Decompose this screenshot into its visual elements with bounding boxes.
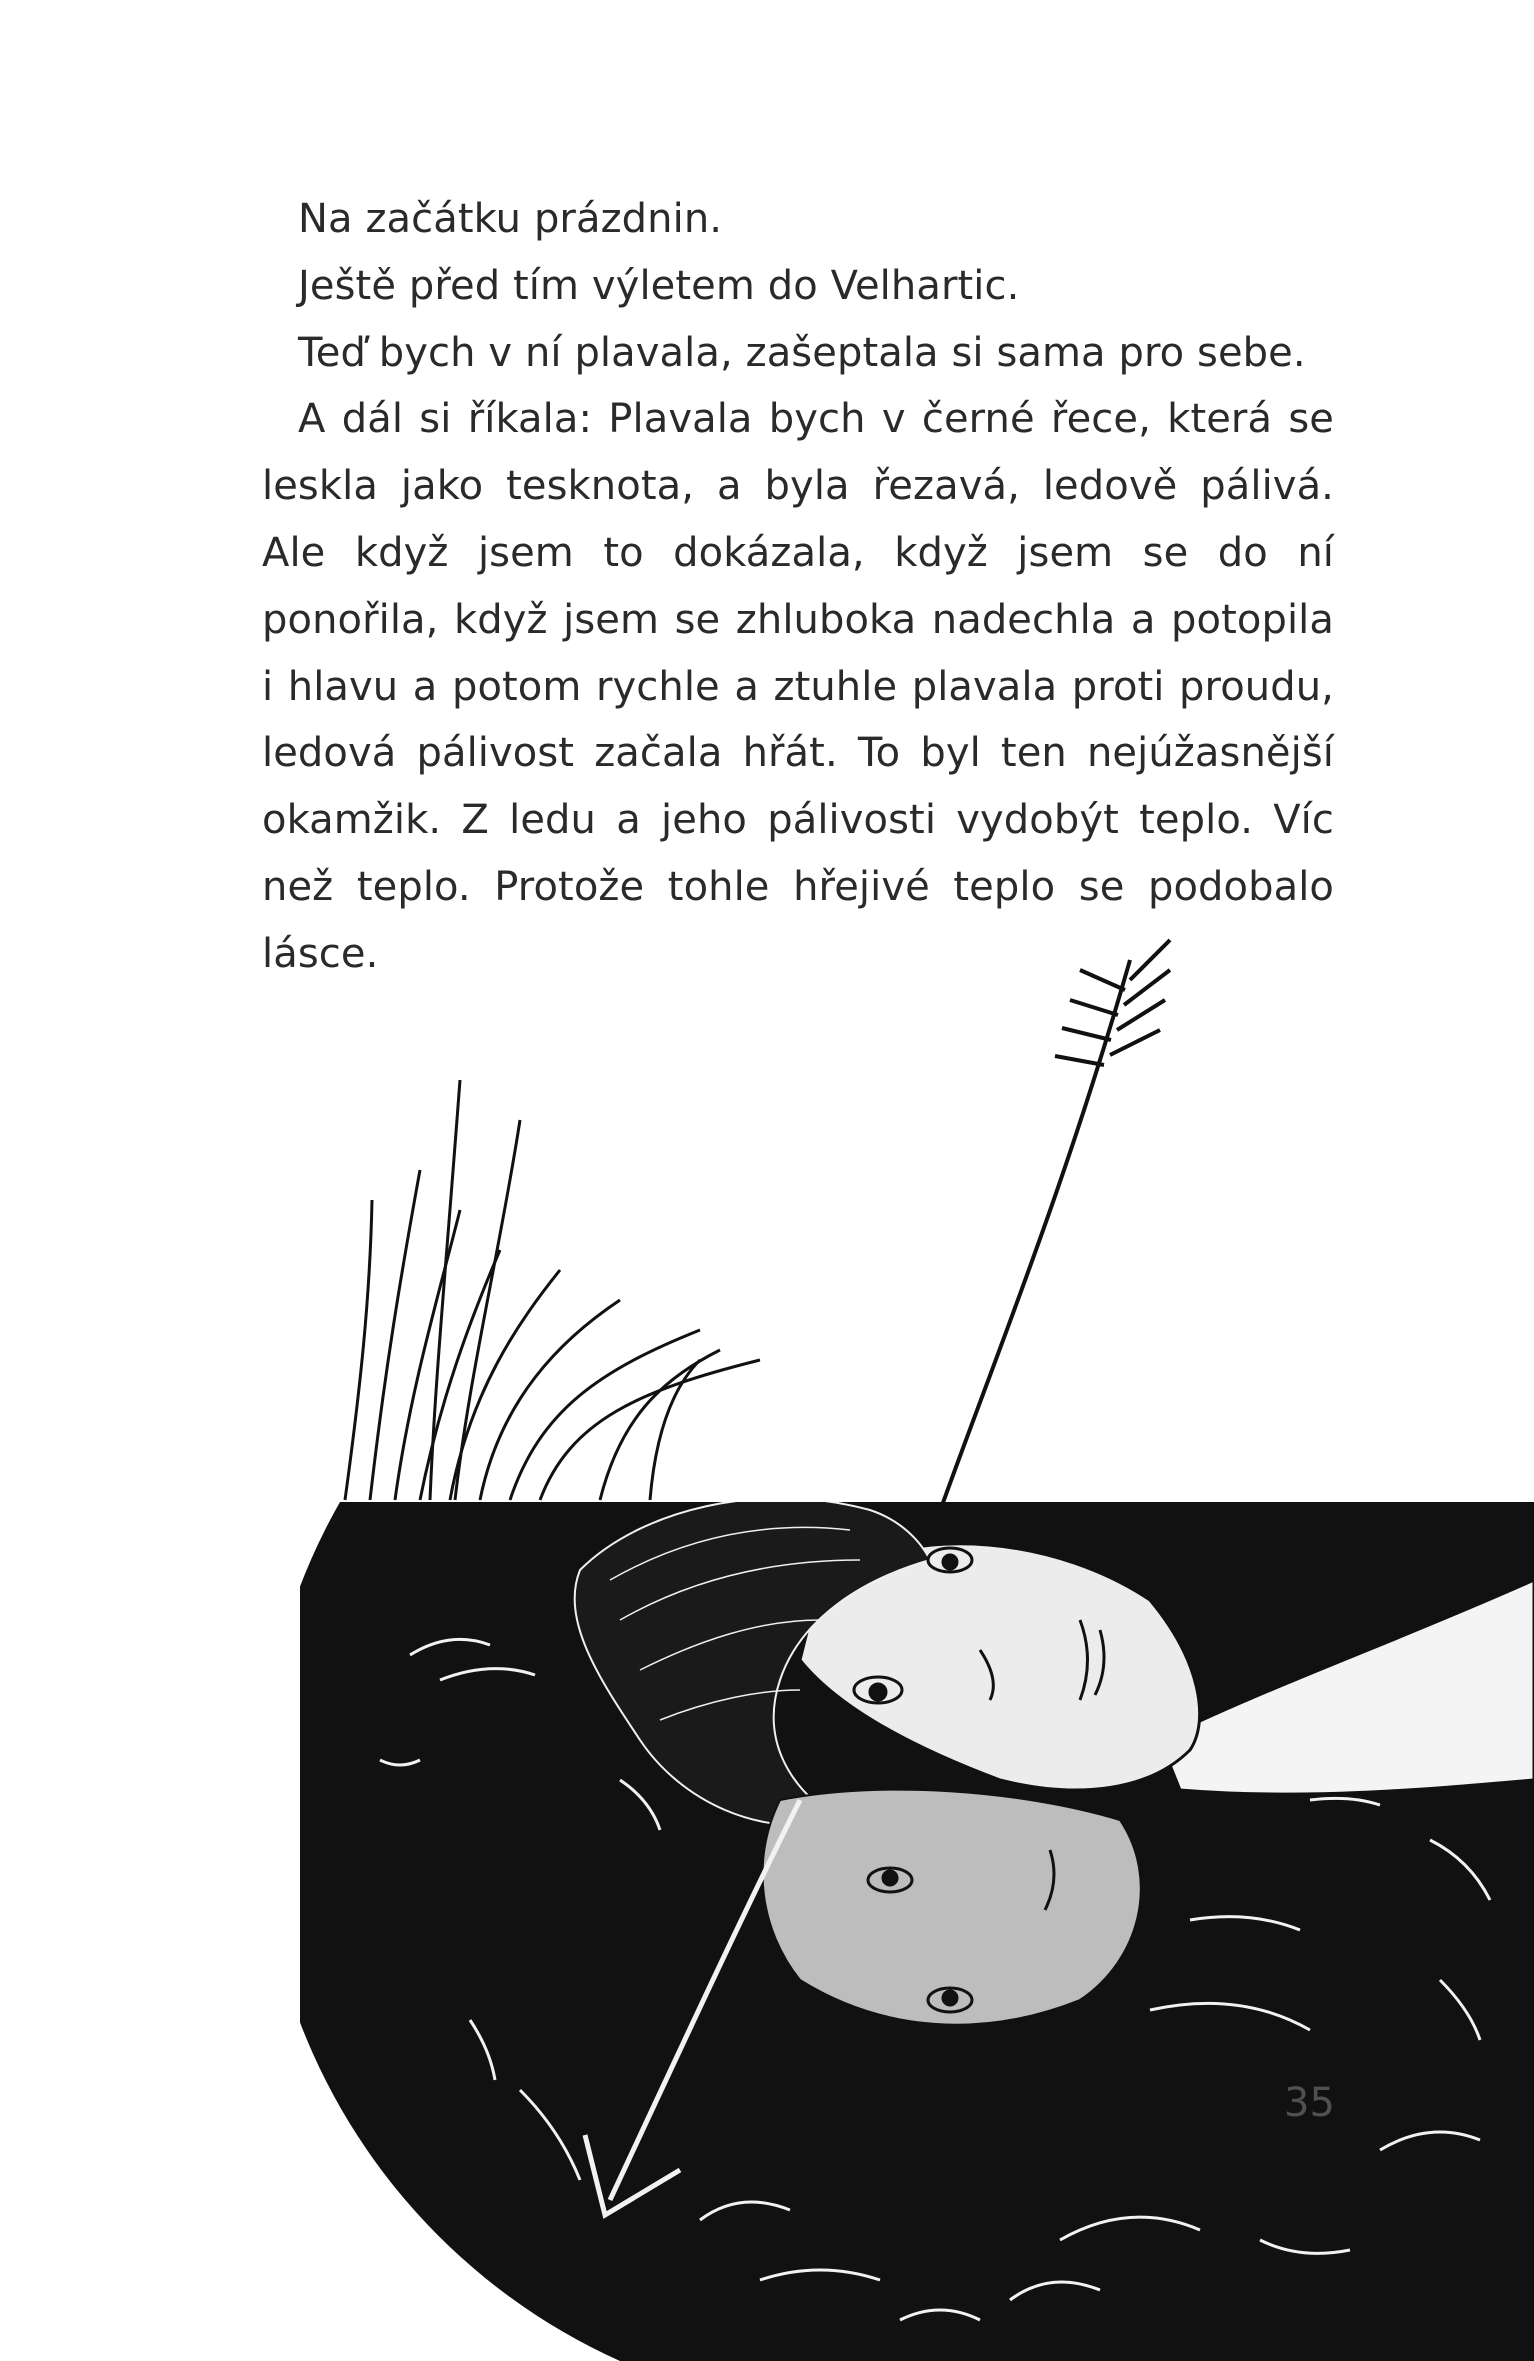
paragraph-1: Na začátku prázdnin. xyxy=(298,196,723,242)
body-text xyxy=(262,186,1334,988)
page-number: 35 xyxy=(1284,2080,1335,2126)
paragraph-3: Teď bych v ní plavala, zašeptala si sama pro sebe. xyxy=(298,329,1306,376)
paragraph-4: A dál si říkala: Plavala bych v černé řece, která se leskla jako tesknota, a byla řezavá, ledově pálivá. Ale když jsem to dokázala, když jsem se do ní ponořila, když jsem se zhluboka nadechla a potopila i hlavu a potom rychle a ztuhle plavala proti proudu, ledová pálivost začala hřát. To byl ten nejúžasnější okamžik. Z ledu a jeho pálivosti vydobýt teplo. Víc než teplo. Protože tohle hřejivé teplo se podobalo lásce. xyxy=(262,396,1334,977)
paragraph-2: Ještě před tím výletem do Velhartic. xyxy=(298,262,1020,309)
arrow-top xyxy=(910,940,1170,1600)
reeds xyxy=(345,1080,760,1500)
illustration-girl-in-river xyxy=(0,920,1534,2361)
